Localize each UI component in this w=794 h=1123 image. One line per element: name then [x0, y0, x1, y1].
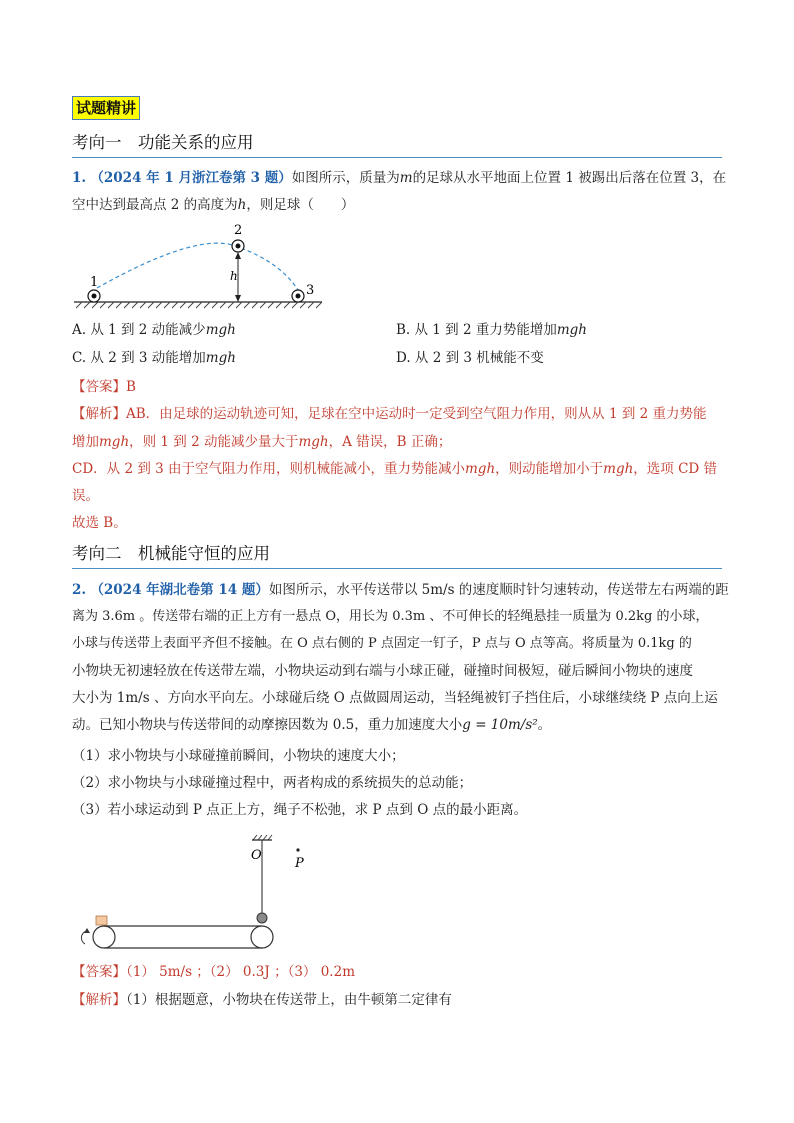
q2-stem-line6: [72, 715, 551, 735]
q2-source: （2024 年湖北卷第 14 题）: [90, 582, 269, 598]
q1-analysis-mgh4: mgh: [603, 461, 634, 477]
ceiling-hatching: [253, 835, 272, 840]
q2-answer: [72, 962, 355, 982]
q2-analysis-line1: [72, 990, 452, 1010]
label-3: 3: [306, 283, 315, 298]
q1-analysis-mgh2: mgh: [298, 434, 329, 450]
q1-analysis-label: 【解析】: [72, 406, 126, 422]
q1-option-c-mgh: mgh: [205, 350, 236, 366]
q2-conveyor-figure: [76, 832, 304, 954]
q1-stem-a: 如图所示，质量为: [291, 170, 400, 186]
q1-analysis-mgh3: mgh: [465, 461, 496, 477]
q1-stem-line2b: ，则足球（ ）: [246, 197, 355, 213]
q2-stem-line4: 小物块无初速轻放在传送带左端，小物块运动到右端与小球正碰，碰撞时间极短，碰后瞬间小物块的速度: [72, 663, 693, 679]
q1-trajectory-figure: [70, 222, 330, 314]
q1-option-d: D. 从 2 到 3 机械能不变: [396, 350, 544, 366]
q1-analysis-text1: AB．由足球的运动轨迹可知，足球在空中运动时一定受到空气阻力作用，则从从 1 到 2 重力势能: [126, 406, 707, 422]
ball-2: [232, 240, 244, 252]
q2-subquestion-2: （2）求小物块与小球碰撞过程中，两者构成的系统损失的总动能；: [72, 775, 473, 791]
q1-option-b: [396, 320, 587, 340]
q2-gravity-value: g = 10m/s²: [462, 717, 538, 733]
q2-analysis-label: 【解析】: [72, 992, 126, 1008]
height-arrow-head-down: [235, 295, 241, 302]
topic2-heading: 考向二 机械能守恒的应用: [72, 542, 722, 569]
label-2: 2: [234, 223, 243, 238]
q1-answer: [72, 377, 136, 397]
q2-stem-line2: 离为 3.6m 。传送带右端的正上方有一悬点 O，用长为 0.3m 、不可伸长的轻绳悬挂一质量为 0.2kg 的小球，: [72, 609, 709, 624]
q2-subquestion-3: （3）若小球运动到 P 点正上方，绳子不松弛，求 P 点到 O 点的最小距离。: [72, 802, 528, 818]
q1-option-a: [72, 320, 236, 340]
q1-answer-value: B: [126, 379, 136, 395]
q1-option-c-text: C. 从 2 到 3 动能增加: [72, 350, 206, 366]
q1-analysis-3a: CD．从 2 到 3 由于空气阻力作用，则机械能减小，重力势能减小: [72, 461, 465, 477]
conveyor-belt: [93, 926, 273, 948]
q1-analysis-3c: ，选项 CD 错: [633, 461, 718, 477]
ball-3: [292, 290, 304, 302]
section-tag: 试题精讲: [72, 96, 140, 120]
q1-stem-line1: [72, 168, 726, 188]
q2-stem-line1: [72, 580, 729, 600]
q1-option-b-text: B. 从 1 到 2 重力势能增加: [396, 322, 557, 338]
q2-line6a: 动。已知小物块与传送带间的动摩擦因数为 0.5，重力加速度大小: [72, 717, 463, 733]
label-1: 1: [90, 275, 99, 290]
q1-stem-b: 的足球从水平地面上位置 1 被踢出后落在位置 3，在: [412, 170, 727, 186]
q1-option-b-mgh: mgh: [556, 322, 587, 338]
label-p: P: [295, 856, 304, 871]
q1-option-a-text: A. 从 1 到 2 动能减少: [72, 322, 206, 338]
q2-line1-text: 如图所示，水平传送带以 5m/s 的速度顺时针匀速转动，传送带左右两端的距: [268, 582, 729, 598]
q1-analysis-3b: ，则动能增加小于: [495, 461, 604, 477]
q1-stem-line2a: 空中达到最高点 2 的高度为: [72, 197, 238, 213]
q1-analysis-line1: [72, 404, 707, 424]
ground-hatching: [76, 302, 322, 308]
nail-point-p: [296, 848, 299, 851]
rotation-arrow-head: [84, 928, 90, 933]
ball-1: [88, 290, 100, 302]
q1-answer-label: 【答案】: [72, 379, 126, 395]
q2-number: 2.: [72, 582, 87, 598]
q1-conclusion: 故选 B。: [72, 515, 127, 531]
trajectory-curve: [97, 243, 298, 290]
q2-stem-line5: 大小为 1m/s 、方向水平向左。小球碰后绕 O 点做圆周运动，当轻绳被钉子挡住后，小球继续绕 P 点向上运: [72, 690, 718, 706]
q1-option-c: [72, 348, 236, 368]
q1-analysis-line4: 误。: [72, 488, 99, 504]
label-h: h: [230, 269, 238, 283]
small-block: [96, 916, 107, 925]
q1-var-m: m: [399, 170, 413, 186]
q2-subquestion-1: （1）求小物块与小球碰撞前瞬间，小物块的速度大小；: [72, 748, 405, 764]
q1-analysis-2b: ，则 1 到 2 动能减少量大于: [129, 434, 299, 450]
q2-answer-value: （1） 5m/s ；（2） 0.3J ；（3） 0.2m: [126, 964, 355, 980]
height-arrow-head-up: [235, 252, 241, 259]
q1-option-a-mgh: mgh: [205, 322, 236, 338]
q1-analysis-mgh1: mgh: [99, 434, 130, 450]
label-o: O: [251, 848, 262, 863]
q1-var-h: h: [237, 197, 247, 213]
q1-analysis-2a: 增加: [72, 434, 99, 450]
q1-source: （2024 年 1 月浙江卷第 3 题）: [90, 170, 292, 186]
q1-stem-line2: [72, 195, 354, 215]
q2-answer-label: 【答案】: [72, 964, 126, 980]
q1-analysis-2c: ，A 错误，B 正确；: [328, 434, 452, 450]
q2-analysis-text1: （1）根据题意，小物块在传送带上，由牛顿第二定律有: [126, 992, 452, 1008]
q2-stem-line3: 小球与传送带上表面平齐但不接触。在 O 点右侧的 P 点固定一钉子，P 点与 O 点等高。将质量为 0.1kg 的: [72, 636, 692, 651]
hanging-ball: [257, 913, 267, 923]
q1-number: 1.: [72, 170, 87, 186]
topic1-heading: 考向一 功能关系的应用: [72, 131, 722, 158]
q1-analysis-line3: [72, 459, 717, 479]
q1-analysis-line2: [72, 432, 451, 452]
q2-line6c: 。: [537, 717, 552, 733]
